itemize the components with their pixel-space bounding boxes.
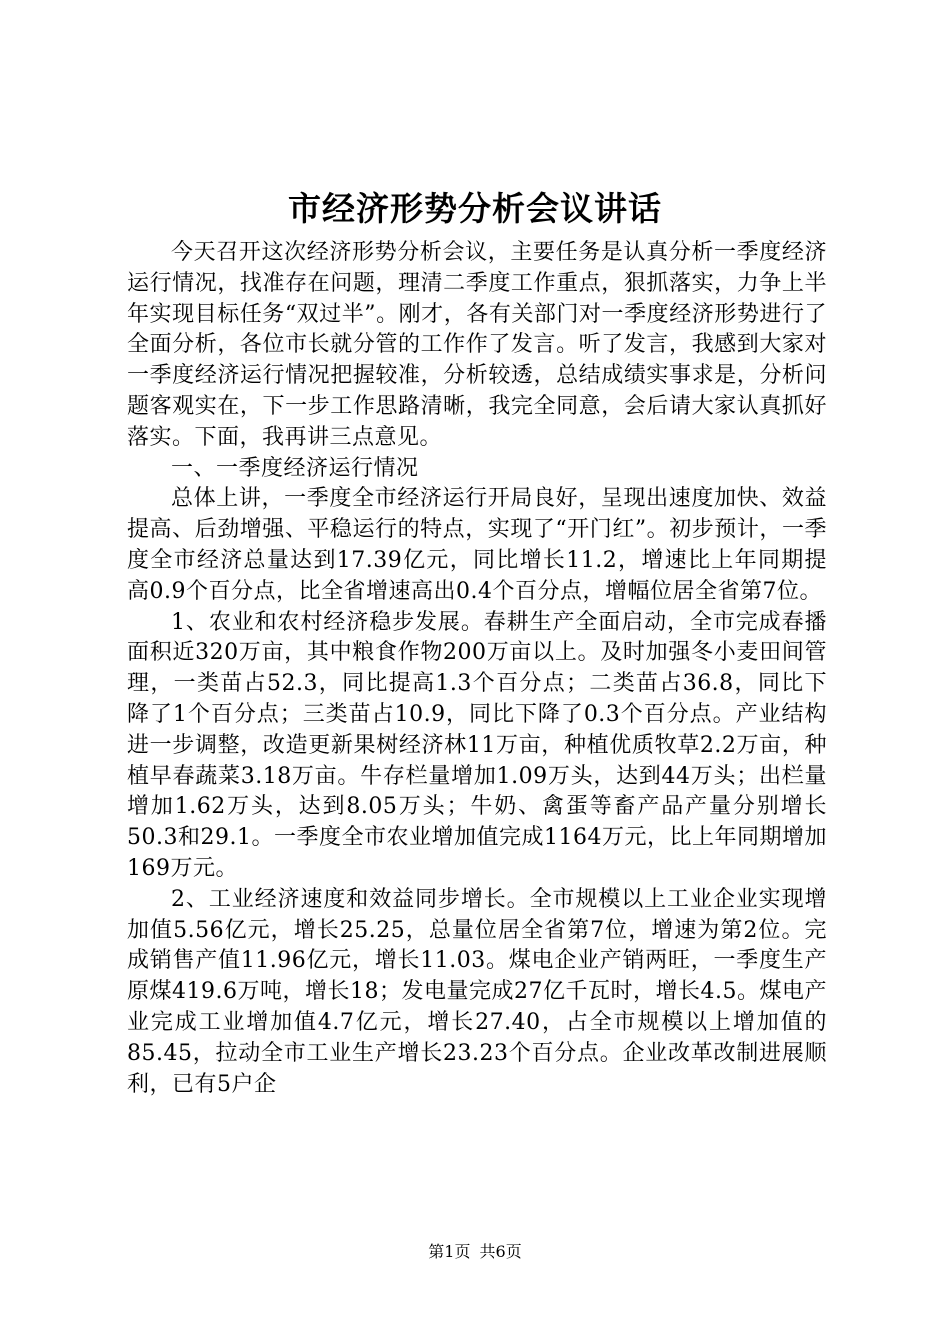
section-heading: 一、一季度经济运行情况	[171, 455, 419, 481]
document-title: 市经济形势分析会议讲话	[288, 189, 662, 228]
page-number: 第1页	[428, 1242, 471, 1261]
paragraph-industry: 2、工业经济速度和效益同步增长。全市规模以上工业企业实现增加值5.56亿元，增长25.25，总量位居全省第7位，增速为第2位。完成销售产值11.96亿元，增长11.03。煤电企业产销两旺，一季度生产原煤419.6万吨，增长18；发电量完成27亿千瓦时，增长4.5。煤电产业完成工业增加值4.7亿元，增长27.40，占全市规模以上增加值的85.45，拉动全市工业生产增长23.23个百分点。企业改革改制进展顺利，已有5户企	[127, 886, 827, 1097]
paragraph-agriculture: 1、农业和农村经济稳步发展。春耕生产全面启动，全市完成春播面积近320万亩，其中粮食作物200万亩以上。及时加强冬小麦田间管理，一类苗占52.3，同比提高1.3个百分点；二类苗占36.8，同比下降了1个百分点；三类苗占10.9，同比下降了0.3个百分点。产业结构进一步调整，改造更新果树经济林11万亩，种植优质牧草2.2万亩，种植早春蔬菜3.18万亩。牛存栏量增加1.09万头，达到44万头；出栏量增加1.62万头，达到8.05万头；牛奶、禽蛋等畜产品产量分别增长50.3和29.1。一季度全市农业增加值完成1164万元，比上年同期增加169万元。	[127, 609, 827, 881]
paragraph-intro: 今天召开这次经济形势分析会议，主要任务是认真分析一季度经济运行情况，找准存在问题，理清二季度工作重点，狠抓落实，力争上半年实现目标任务“双过半”。刚才，各有关部门对一季度经济形势进行了全面分析，各位市长就分管的工作作了发言。听了发言，我感到大家对一季度经济运行情况把握较准，分析较透，总结成绩实事求是，分析问题客观实在，下一步工作思路清晰，我完全同意，会后请大家认真抓好落实。下面，我再讲三点意见。	[127, 240, 827, 450]
page-total: 共6页	[479, 1242, 522, 1261]
paragraph-overview: 总体上讲，一季度全市经济运行开局良好，呈现出速度加快、效益提高、后劲增强、平稳运行的特点，实现了“开门红”。初步预计，一季度全市经济总量达到17.39亿元，同比增长11.2，增速比上年同期提高0.9个百分点，比全省增速高出0.4个百分点，增幅位居全省第7位。	[127, 486, 827, 604]
document-body	[127, 238, 827, 1100]
page-footer	[0, 1242, 950, 1262]
